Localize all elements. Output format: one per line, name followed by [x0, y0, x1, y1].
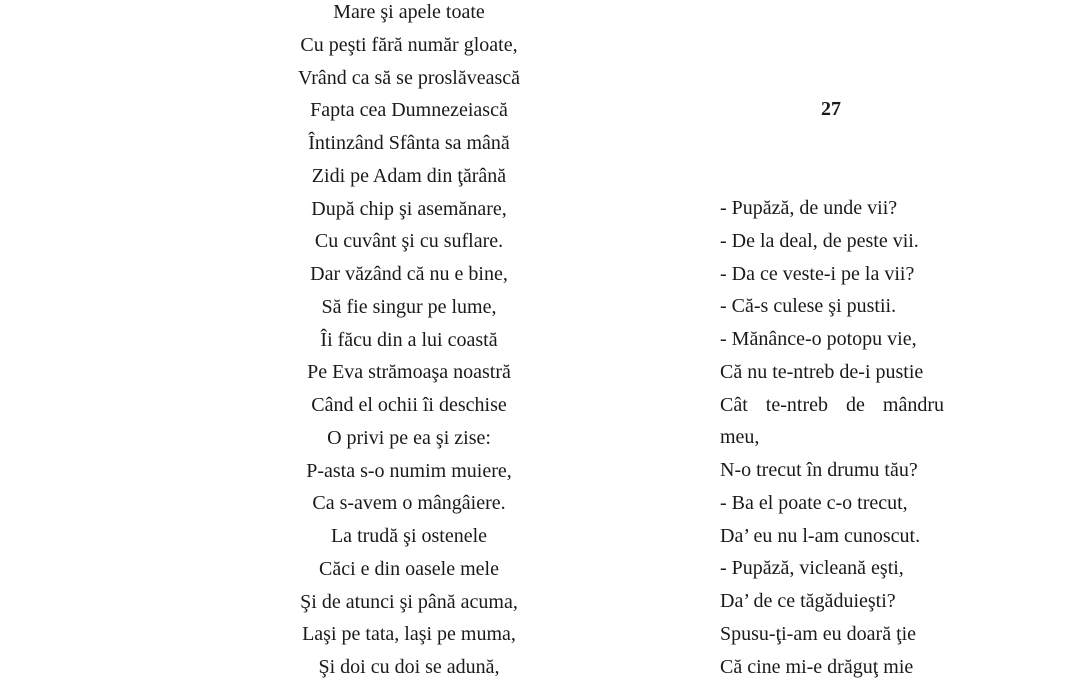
poem-line: Da’ eu nu l-am cunoscut. [720, 524, 921, 547]
poem-line: Da’ de ce tăgăduieşti? [720, 590, 896, 612]
poem-line: Şi doi cu doi se adună, [318, 656, 500, 678]
right-poem [720, 192, 944, 683]
poem-line: Şi de atunci şi până acuma, [300, 590, 518, 613]
poem-line: O privi pe ea şi zise: [327, 426, 491, 449]
poem-line: Ca s-avem o mângâiere. [312, 492, 506, 515]
poem-line: Dar văzând că nu e bine, [310, 263, 508, 285]
poem-line: meu, [720, 426, 760, 449]
poem-line: - Că-s culese şi pustii. [720, 295, 897, 318]
poem-line: Cu cuvânt şi cu suflare. [314, 230, 504, 253]
poem-line: Zidi pe Adam din ţărână [311, 164, 507, 187]
poem-number: 27 [821, 98, 841, 120]
left-poem [259, 0, 559, 684]
poem-line: - Ba el poate c-o trecut, [720, 491, 908, 514]
poem-line: P-asta s-o numim muiere, [306, 459, 512, 482]
poem-line: - Da ce veste-i pe la vii? [720, 262, 915, 285]
poem-line: Pe Eva strămoaşa noastră [307, 361, 511, 384]
poem-line: Spusu-ţi-am eu doară ţie [720, 622, 917, 645]
poem-line: Îi făcu din a lui coastă [320, 328, 498, 351]
poem-line: Că cine mi-e drăguţ mie [720, 655, 914, 678]
poem-line: Vrând ca să se proslăvească [297, 66, 521, 89]
poem-line: După chip şi asemănare, [311, 197, 507, 220]
poem-line: Căci e din oasele mele [319, 557, 499, 580]
poem-line: La trudă şi ostenele [330, 525, 488, 547]
poem-line: Laşi pe tata, laşi pe muma, [302, 623, 516, 646]
poem-line: Întinzând Sfânta sa mână [308, 132, 510, 154]
poem-line: - Pupăză, de unde vii? [720, 197, 898, 219]
poem-line: Să fie singur pe lume, [321, 295, 497, 318]
poem-line: Cât te-ntreb de mândru [720, 393, 944, 416]
poem-line: Cu peşti fără număr gloate, [300, 33, 518, 56]
poem-line: N-o trecut în drumu tău? [720, 459, 918, 481]
poem-line: - Pupăză, vicleană eşti, [720, 557, 904, 580]
poem-line: - Mănânce-o potopu vie, [720, 328, 917, 350]
poem-line: Că nu te-ntreb de-i pustie [720, 360, 924, 383]
poem-line: Mare şi apele toate [333, 1, 485, 23]
poem-line: - De la deal, de peste vii. [720, 229, 919, 252]
poem-line: Când el ochii îi deschise [311, 394, 507, 416]
poem-line: Fapta cea Dumnezeiască [310, 99, 508, 122]
